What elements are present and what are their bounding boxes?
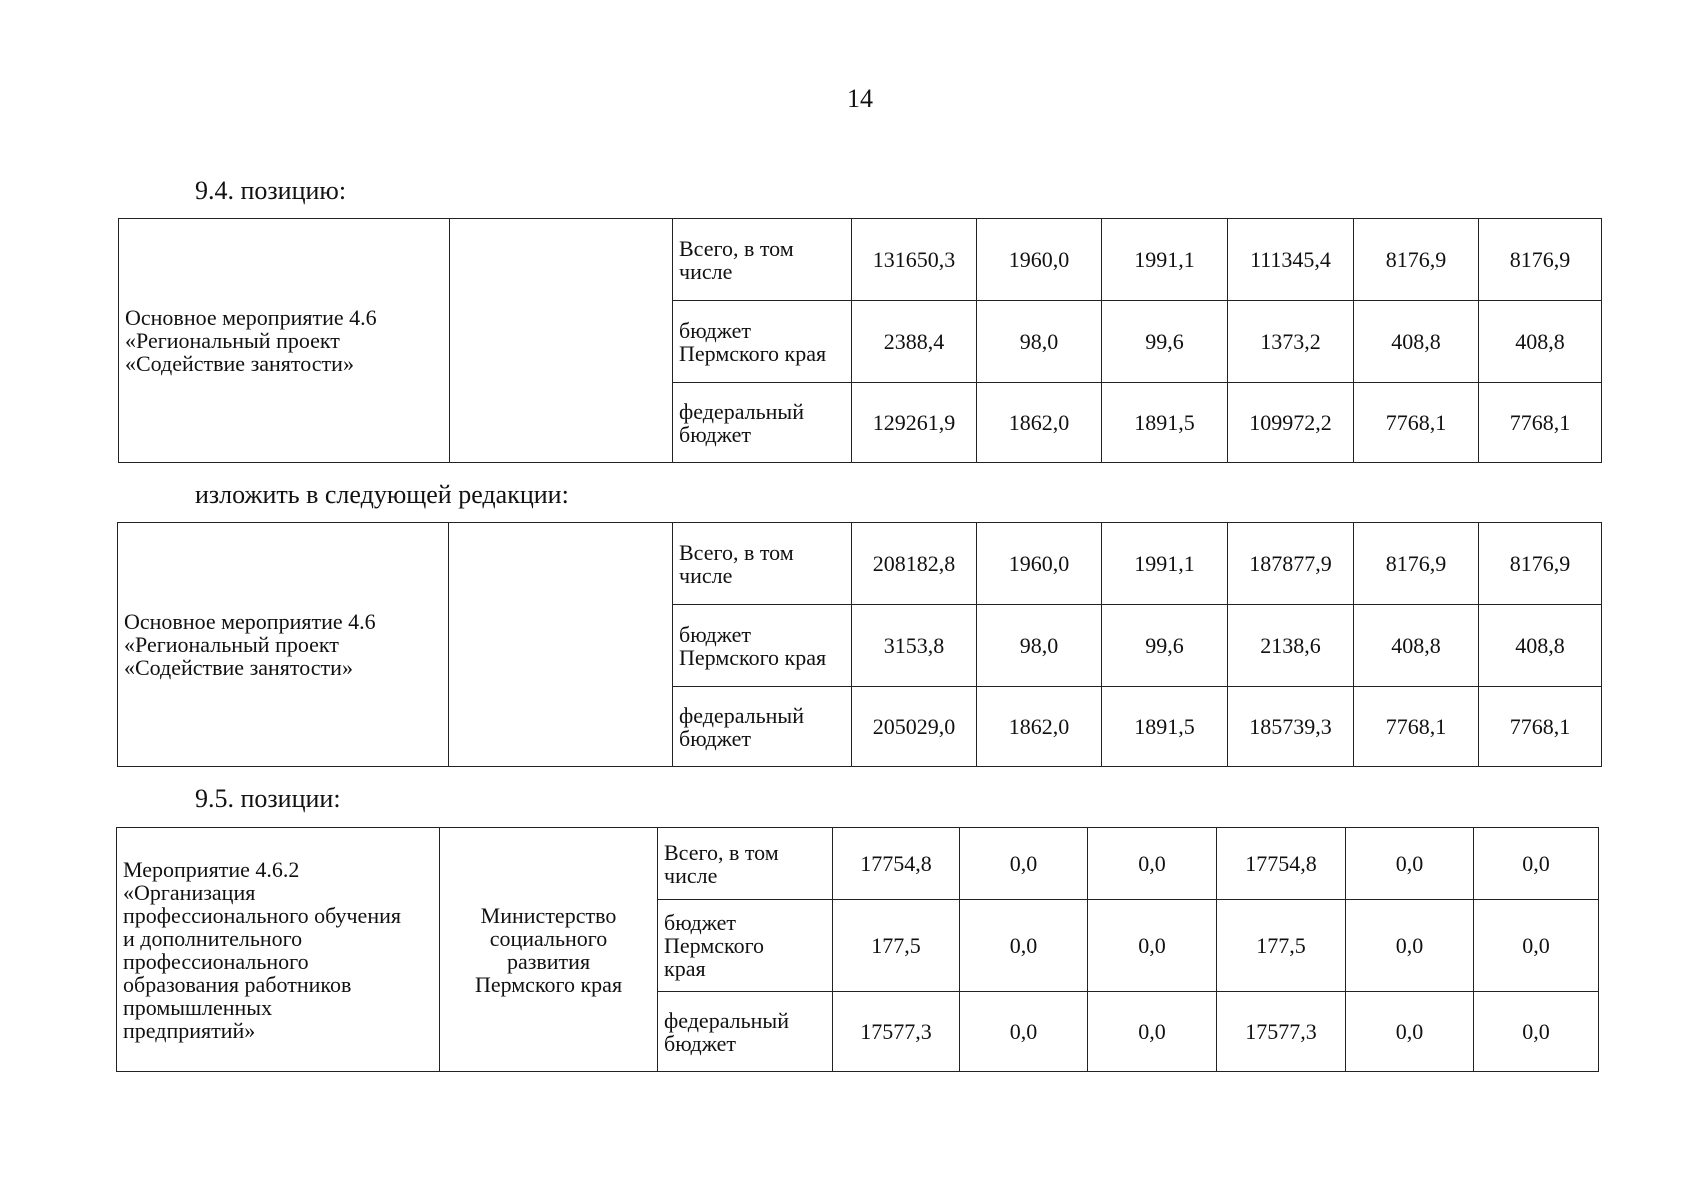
cell-line: предприятий» [123, 1017, 256, 1043]
cell-line: бюджет [664, 1030, 736, 1056]
value-cell: 0,0 [1474, 992, 1599, 1072]
cell-line: бюджет [679, 621, 751, 647]
cell-line: Пермского края [474, 971, 623, 997]
cell-line: «Содействие занятости» [124, 655, 353, 680]
cell-line: числе [679, 258, 733, 284]
value-cell: 8176,9 [1479, 523, 1602, 605]
value-cell: 1960,0 [977, 523, 1102, 605]
value-cell: 8176,9 [1354, 219, 1479, 301]
value-cell: 1891,5 [1102, 383, 1228, 463]
value-cell: 17577,3 [1217, 992, 1346, 1072]
value-cell: 131650,3 [852, 219, 977, 301]
value-cell: 0,0 [1088, 828, 1217, 900]
value-cell: 208182,8 [852, 523, 977, 605]
value-cell: 1862,0 [977, 687, 1102, 767]
value-cell: 0,0 [1088, 992, 1217, 1072]
value-cell: 7768,1 [1479, 383, 1602, 463]
funding-source-cell [658, 828, 833, 900]
cell-line: бюджет [679, 725, 751, 751]
cell-line: федеральный [664, 1007, 789, 1033]
value-cell: 0,0 [1346, 828, 1474, 900]
cell-line: числе [679, 562, 733, 588]
cell-line: Министерство [480, 902, 617, 928]
funding-source-cell [673, 383, 852, 463]
value-cell: 99,6 [1102, 605, 1228, 687]
cell-line: бюджет [679, 421, 751, 447]
cell-line: бюджет [679, 317, 751, 343]
cell-line: развития [506, 948, 591, 974]
budget-table [116, 827, 1599, 1072]
value-cell: 109972,2 [1228, 383, 1354, 463]
value-cell: 17754,8 [833, 828, 960, 900]
value-cell: 7768,1 [1479, 687, 1602, 767]
cell-line: Всего, в том [664, 839, 779, 865]
cell-line: края [664, 956, 706, 981]
value-cell: 129261,9 [852, 383, 977, 463]
cell-line: социального [489, 925, 608, 951]
cell-line: Основное мероприятие 4.6 [124, 609, 376, 634]
cell-line: Пермского края [679, 644, 827, 670]
cell-line: «Региональный проект [125, 328, 340, 353]
section-caption: изложить в следующей редакции: [195, 480, 569, 509]
cell-line: Всего, в том [679, 539, 794, 565]
funding-source-cell [673, 523, 852, 605]
funding-source-cell [673, 687, 852, 767]
responsible-org-cell [449, 523, 673, 767]
value-cell: 0,0 [1088, 900, 1217, 992]
funding-source-cell [673, 301, 852, 383]
value-cell: 0,0 [960, 900, 1088, 992]
budget-table [118, 218, 1602, 463]
funding-source-cell [673, 605, 852, 687]
cell-line: федеральный [679, 702, 804, 728]
value-cell: 1373,2 [1228, 301, 1354, 383]
value-cell: 408,8 [1354, 605, 1479, 687]
value-cell: 177,5 [1217, 900, 1346, 992]
cell-line: Пермского [664, 933, 765, 958]
value-cell: 185739,3 [1228, 687, 1354, 767]
value-cell: 17577,3 [833, 992, 960, 1072]
value-cell: 111345,4 [1228, 219, 1354, 301]
value-cell: 205029,0 [852, 687, 977, 767]
value-cell: 1960,0 [977, 219, 1102, 301]
value-cell: 8176,9 [1479, 219, 1602, 301]
cell-line: «Содействие занятости» [125, 351, 354, 376]
activity-name-cell [117, 828, 440, 1072]
cell-line: федеральный [679, 398, 804, 424]
value-cell: 408,8 [1479, 605, 1602, 687]
value-cell: 1991,1 [1102, 219, 1228, 301]
page-number: 14 [847, 84, 873, 113]
activity-name-cell [118, 523, 449, 767]
activity-name-cell [119, 219, 450, 463]
cell-line: числе [664, 862, 718, 888]
cell-line: и дополнительного [123, 925, 303, 951]
value-cell: 0,0 [1346, 992, 1474, 1072]
value-cell: 0,0 [960, 992, 1088, 1072]
value-cell: 408,8 [1479, 301, 1602, 383]
value-cell: 177,5 [833, 900, 960, 992]
cell-line: бюджет [664, 910, 736, 935]
value-cell: 0,0 [960, 828, 1088, 900]
value-cell: 0,0 [1474, 828, 1599, 900]
value-cell: 98,0 [977, 605, 1102, 687]
funding-source-cell [658, 992, 833, 1072]
value-cell: 99,6 [1102, 301, 1228, 383]
responsible-org-cell [450, 219, 673, 463]
value-cell: 98,0 [977, 301, 1102, 383]
section-caption: 9.4. позицию: [195, 176, 347, 205]
cell-line: Всего, в том [679, 235, 794, 261]
funding-source-cell [673, 219, 852, 301]
cell-line: Мероприятие 4.6.2 [123, 856, 300, 882]
responsible-org-cell [440, 828, 658, 1072]
value-cell: 408,8 [1354, 301, 1479, 383]
value-cell: 3153,8 [852, 605, 977, 687]
value-cell: 8176,9 [1354, 523, 1479, 605]
budget-table [117, 522, 1602, 767]
cell-line: Основное мероприятие 4.6 [125, 305, 377, 330]
section-caption: 9.5. позиции: [195, 784, 341, 813]
cell-line: «Региональный проект [124, 632, 339, 657]
value-cell: 1891,5 [1102, 687, 1228, 767]
value-cell: 2388,4 [852, 301, 977, 383]
value-cell: 1862,0 [977, 383, 1102, 463]
cell-line: профессионального [123, 948, 309, 974]
cell-line: образования работников [123, 971, 352, 997]
value-cell: 7768,1 [1354, 687, 1479, 767]
value-cell: 187877,9 [1228, 523, 1354, 605]
cell-line: Пермского края [679, 340, 827, 366]
value-cell: 1991,1 [1102, 523, 1228, 605]
value-cell: 0,0 [1474, 900, 1599, 992]
funding-source-cell [658, 900, 833, 992]
value-cell: 2138,6 [1228, 605, 1354, 687]
value-cell: 0,0 [1346, 900, 1474, 992]
value-cell: 7768,1 [1354, 383, 1479, 463]
value-cell: 17754,8 [1217, 828, 1346, 900]
cell-line: промышленных [123, 994, 273, 1020]
cell-line: «Организация [123, 879, 256, 905]
cell-line: профессионального обучения [123, 902, 401, 928]
